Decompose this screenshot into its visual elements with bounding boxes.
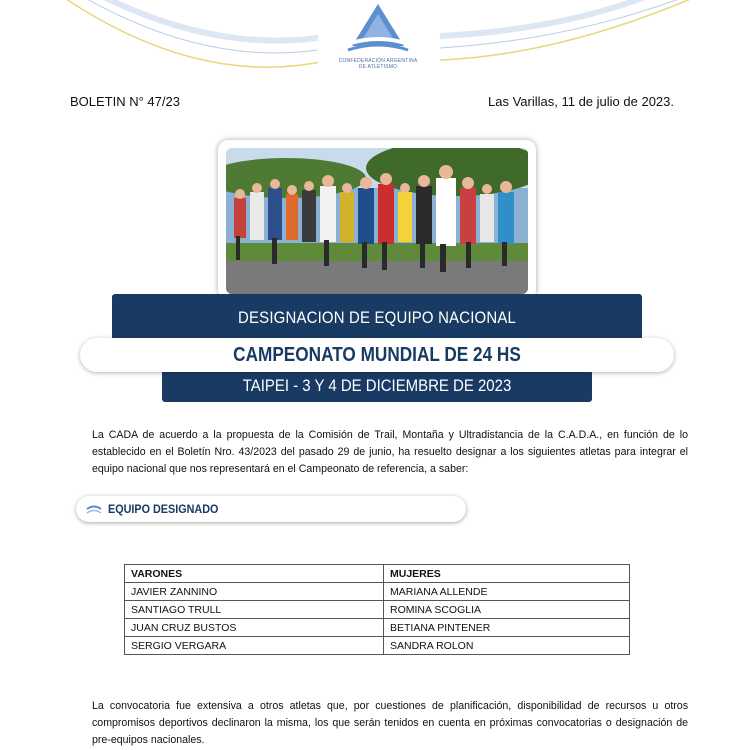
section-tab — [76, 496, 466, 522]
table-cell: JAVIER ZANNINO — [125, 583, 384, 601]
closing-paragraph: La convocatoria fue extensiva a otros atletas que, por cuestiones de planificación, disponibilidad de recursos u otros compromisos deportivos declinaron la misma, los que serán tenidos en cuenta en próximas convocatorias o designación de pre-equipos nacionales. — [92, 700, 688, 746]
table-cell: SERGIO VERGARA — [125, 637, 384, 655]
column-header-men: VARONES — [125, 565, 384, 583]
table-row — [125, 637, 630, 655]
bulletin-date: Las Varillas, 11 de julio de 2023. — [488, 94, 674, 109]
table-row — [125, 601, 630, 619]
logo-text-line1: CONFEDERACIÓN ARGENTINA — [338, 58, 418, 64]
logo-icon — [344, 0, 412, 58]
banner-location-date: TAIPEI - 3 Y 4 DE DICIEMBRE DE 2023 — [242, 376, 512, 395]
intro-paragraph: La CADA de acuerdo a la propuesta de la Comisión de Trail, Montaña y Ultradistancia de la C.A.D.A., en función de lo establecido en el Boletín Nro. 43/2023 del pasado 29 de junio, ha resuelto designar a los siguientes atletas para integrar el equipo nacional que nos representará en el Campeonato de referencia, a saber: — [92, 429, 688, 475]
table-row — [125, 583, 630, 601]
table-cell: SANTIAGO TRULL — [125, 601, 384, 619]
runners-illustration — [226, 148, 528, 294]
banner-title: DESIGNACION DE EQUIPO NACIONAL — [238, 308, 516, 327]
table-header-row — [125, 565, 630, 583]
column-header-women: MUJERES — [384, 565, 630, 583]
team-table — [124, 564, 630, 655]
section-title: EQUIPO DESIGNADO — [108, 502, 219, 516]
runners-photo — [226, 148, 528, 294]
wave-icon — [86, 503, 102, 515]
table-cell: SANDRA ROLON — [384, 637, 630, 655]
logo-text — [318, 58, 438, 70]
table-cell: MARIANA ALLENDE — [384, 583, 630, 601]
table-cell: ROMINA SCOGLIA — [384, 601, 630, 619]
banner-event: CAMPEONATO MUNDIAL DE 24 HS — [233, 344, 521, 366]
logo — [318, 0, 438, 80]
logo-text-line2: DE ATLETISMO — [358, 64, 398, 70]
table-row — [125, 619, 630, 637]
table-cell: BETIANA PINTENER — [384, 619, 630, 637]
table-cell: JUAN CRUZ BUSTOS — [125, 619, 384, 637]
bulletin-number: BOLETIN N° 47/23 — [70, 94, 180, 109]
photo-frame — [218, 140, 536, 300]
